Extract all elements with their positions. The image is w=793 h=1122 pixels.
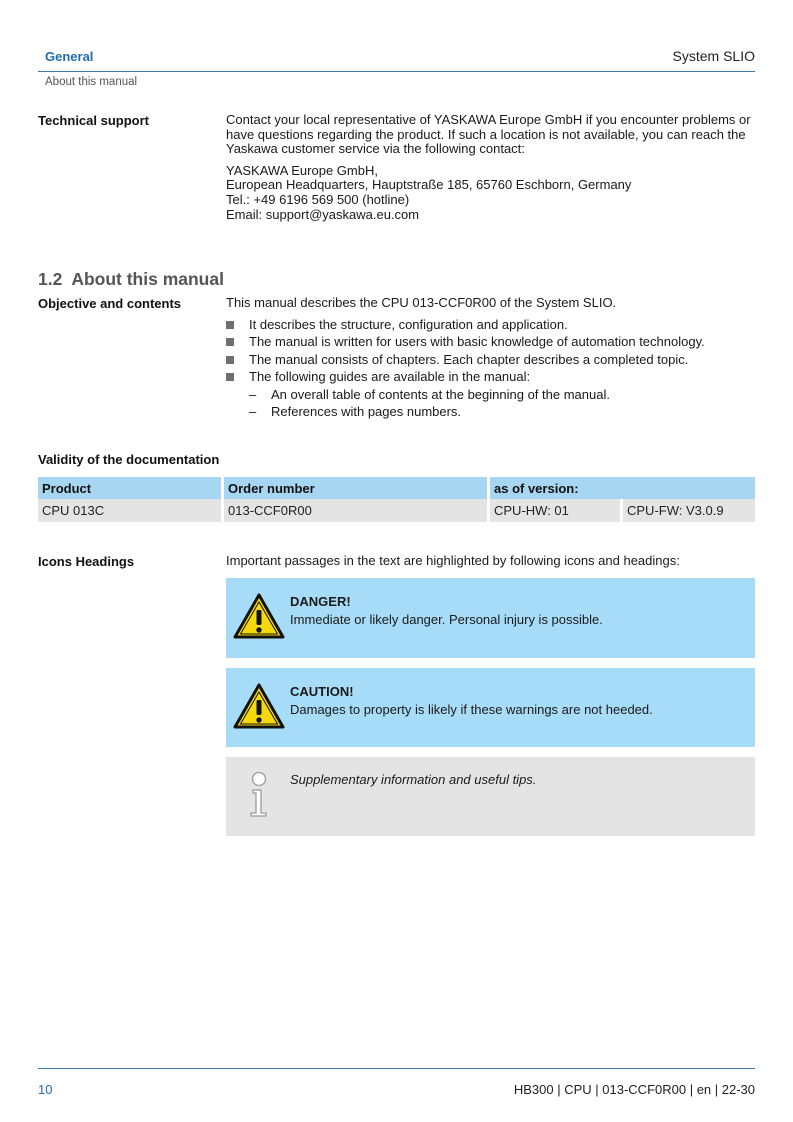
technical-support-body <box>226 113 756 222</box>
table-header-row <box>38 477 755 499</box>
bullet-square-icon <box>226 373 234 381</box>
sub-list-item: – An overall table of contents at the beginning of the manual. <box>249 386 610 402</box>
header-section-title: General <box>45 49 94 64</box>
bullet-square-icon <box>226 338 234 346</box>
contact-line: YASKAWA Europe GmbH, <box>226 162 378 178</box>
bullet-square-icon <box>226 321 234 329</box>
objective-bullet-list <box>226 316 756 421</box>
danger-title: DANGER! <box>290 594 351 609</box>
caution-notice <box>226 668 755 747</box>
sub-list-item: – References with pages numbers. <box>249 404 462 420</box>
note-text: Supplementary information and useful tips. <box>290 772 537 787</box>
objective-sub-list <box>249 386 756 421</box>
list-item: The manual consists of chapters. Each chapter describes a completed topic. <box>226 351 756 369</box>
header-subsection: About this manual <box>45 76 138 88</box>
list-item: The following guides are available in the manual: – An overall table of contents at the beginning of the manual. – References with pages numbers. <box>226 368 756 421</box>
table-row <box>38 499 755 522</box>
danger-notice <box>226 578 755 658</box>
table-cell: CPU-FW: V3.0.9 <box>623 499 755 522</box>
footer-page-number: 10 <box>38 1082 53 1097</box>
table-cell: CPU-HW: 01 <box>490 499 623 522</box>
validity-table <box>38 477 755 522</box>
bullet-square-icon <box>226 356 234 364</box>
validity-label: Validity of the documentation <box>38 452 220 467</box>
table-header-product: Product <box>38 477 224 499</box>
list-item: It describes the structure, configuration and application. <box>226 316 756 334</box>
header-product-name: System SLIO <box>672 48 755 64</box>
section-title: About this manual <box>71 269 224 289</box>
table-cell: 013-CCF0R00 <box>224 499 490 522</box>
contact-block <box>226 164 756 222</box>
technical-support-intro: Contact your local representative of YASKAWA Europe GmbH if you encounter problems or have questions regarding the product. If such a location is not available, you can reach the Yaskawa customer service via the following contact: <box>226 112 751 157</box>
objective-body <box>226 296 756 421</box>
caution-title: CAUTION! <box>290 684 354 699</box>
icons-intro: Important passages in the text are highlighted by following icons and headings: <box>226 553 680 568</box>
table-header-version: as of version: <box>490 477 755 499</box>
contact-line: Tel.: +49 6196 569 500 (hotline) <box>226 191 410 207</box>
section-heading <box>38 269 224 290</box>
footer-divider <box>38 1068 755 1069</box>
header-divider <box>38 71 755 72</box>
list-item: The manual is written for users with basic knowledge of automation technology. <box>226 333 756 351</box>
table-header-order-number: Order number <box>224 477 490 499</box>
danger-text: Immediate or likely danger. Personal injury is possible. <box>290 612 603 627</box>
icons-headings-label: Icons Headings <box>38 554 135 569</box>
info-icon <box>244 771 274 819</box>
warning-triangle-icon <box>233 683 285 729</box>
warning-triangle-icon <box>233 593 285 639</box>
objective-label: Objective and contents <box>38 296 182 311</box>
caution-text: Damages to property is likely if these warnings are not heeded. <box>290 702 653 717</box>
section-number: 1.2 <box>38 269 63 289</box>
table-cell: CPU 013C <box>38 499 224 522</box>
note-notice <box>226 757 755 836</box>
contact-line: European Headquarters, Hauptstraße 185, 65760 Eschborn, Germany <box>226 177 632 193</box>
objective-intro: This manual describes the CPU 013-CCF0R00 of the System SLIO. <box>226 295 617 310</box>
footer-document-id: HB300 | CPU | 013-CCF0R00 | en | 22-30 <box>513 1082 755 1097</box>
contact-line: Email: support@yaskawa.eu.com <box>226 206 420 222</box>
technical-support-label: Technical support <box>38 113 149 128</box>
